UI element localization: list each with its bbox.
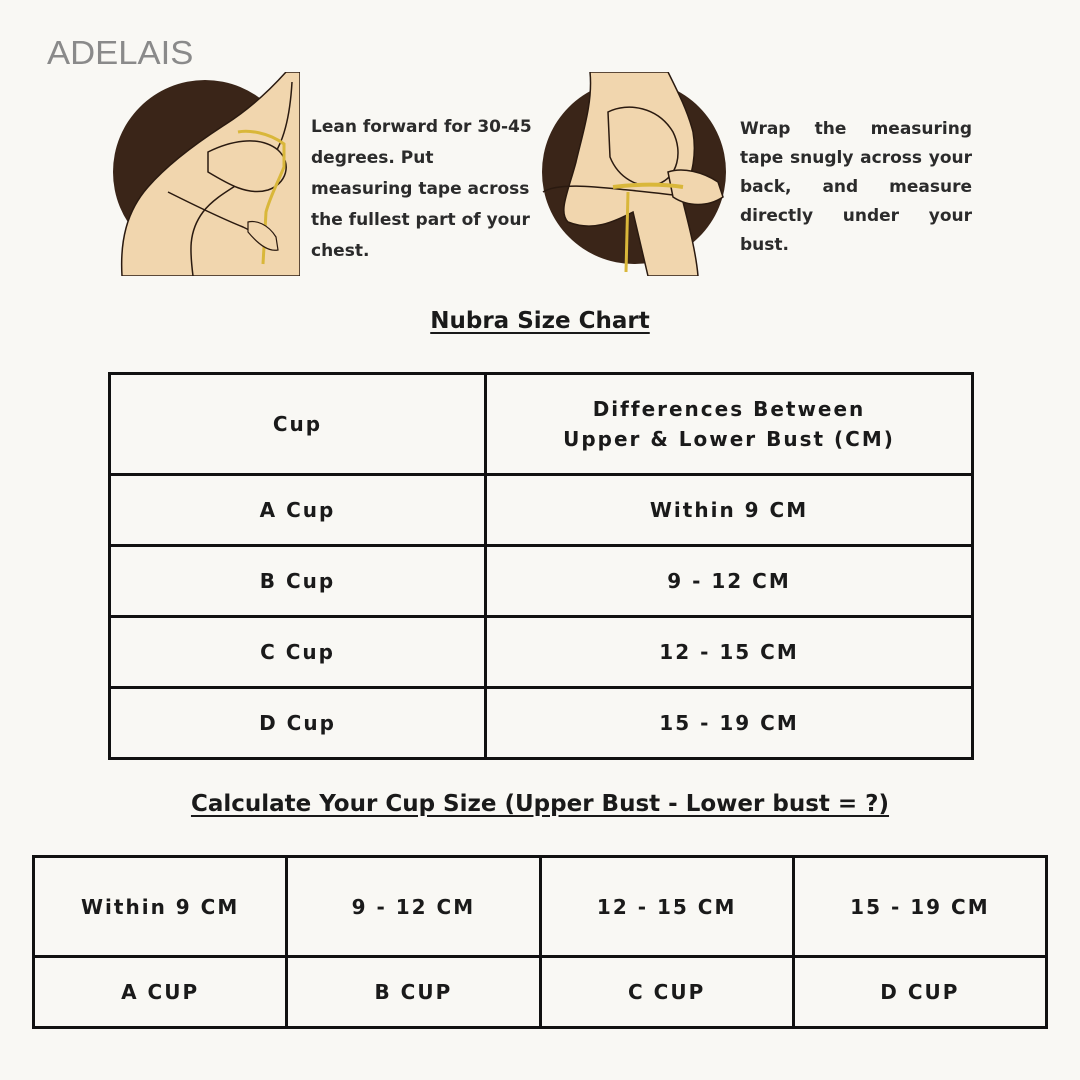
- difference-cell: 12 - 15 CM: [486, 617, 973, 688]
- cup-cell: A Cup: [110, 475, 486, 546]
- header-difference-line2: Upper & Lower Bust (CM): [563, 427, 895, 451]
- cup-result-cell: D CUP: [793, 957, 1046, 1028]
- cup-result-cell: C CUP: [540, 957, 793, 1028]
- table-row: [110, 546, 973, 617]
- range-cell: Within 9 CM: [34, 857, 287, 957]
- cup-cell: D Cup: [110, 688, 486, 759]
- cup-result-cell: A CUP: [34, 957, 287, 1028]
- measure-lower-bust-illustration: [538, 72, 730, 276]
- size-chart-title: Nubra Size Chart: [430, 308, 650, 334]
- brand-logo: ADELAIS: [47, 34, 194, 71]
- difference-cell: 9 - 12 CM: [486, 546, 973, 617]
- header-difference: [486, 374, 973, 475]
- calculator-table: [32, 855, 1048, 1029]
- difference-cell: Within 9 CM: [486, 475, 973, 546]
- table-row: [110, 688, 973, 759]
- difference-cell: 15 - 19 CM: [486, 688, 973, 759]
- header-difference-line1: Differences Between: [592, 397, 866, 421]
- cup-cell: C Cup: [110, 617, 486, 688]
- range-cell: 15 - 19 CM: [793, 857, 1046, 957]
- cup-result-cell: B CUP: [287, 957, 540, 1028]
- header-cup: Cup: [110, 374, 486, 475]
- range-cell: 12 - 15 CM: [540, 857, 793, 957]
- calculator-title: Calculate Your Cup Size (Upper Bust - Lower bust = ?): [190, 791, 890, 817]
- range-cell: 9 - 12 CM: [287, 857, 540, 957]
- instruction-step-2: Wrap the measuring tape snugly across your back, and measure directly under your bust.: [740, 119, 972, 255]
- table-header-row: [110, 374, 973, 475]
- measure-upper-bust-illustration: [108, 72, 300, 276]
- cup-row: [34, 957, 1047, 1028]
- cup-cell: B Cup: [110, 546, 486, 617]
- table-row: [110, 475, 973, 546]
- size-chart-table: [108, 372, 974, 760]
- table-row: [110, 617, 973, 688]
- range-row: [34, 857, 1047, 957]
- instruction-step-1: Lean forward for 30-45 degrees. Put measuring tape across the fullest part of your chest.: [311, 117, 532, 261]
